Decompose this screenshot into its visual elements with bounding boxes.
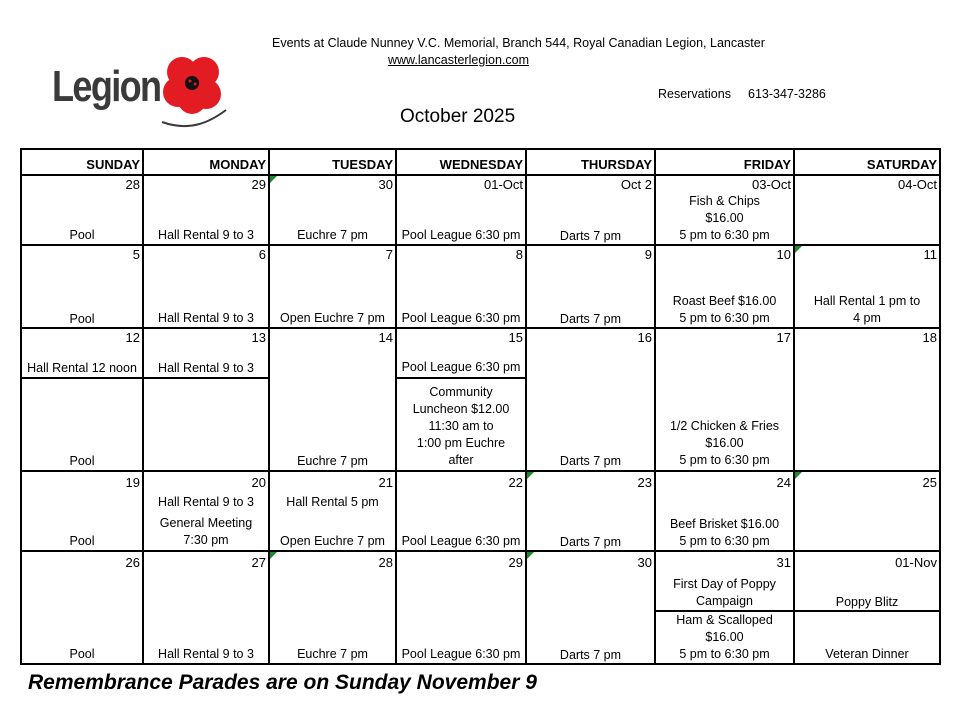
event-line: $16.00	[705, 630, 744, 644]
date-number: 8	[515, 247, 523, 262]
date-number: 29	[508, 555, 523, 570]
event-label: Darts 7 pm	[559, 648, 622, 662]
website-link[interactable]: www.lancasterlegion.com	[388, 53, 530, 67]
event-label: Darts 7 pm	[559, 312, 622, 326]
event-line: Fish & Chips	[689, 194, 760, 208]
date-number: 04-Oct	[897, 177, 937, 192]
event-label: Euchre 7 pm	[297, 647, 368, 661]
date-number: 15	[508, 330, 523, 345]
date-number: 21	[378, 475, 393, 490]
date-number: 01-Nov	[895, 555, 937, 570]
event-block	[656, 418, 793, 469]
event-line: 5 pm to 6:30 pm	[679, 228, 770, 242]
event-line: 5 pm to 6:30 pm	[679, 453, 770, 467]
event-label: Darts 7 pm	[559, 454, 622, 468]
header-tuesday: TUESDAY	[332, 157, 393, 172]
event-block	[144, 494, 268, 549]
event-label: Euchre 7 pm	[297, 228, 368, 242]
event-line: after	[448, 453, 474, 467]
date-number: 03-Oct	[751, 177, 791, 192]
logo-wordmark: Legion	[52, 62, 161, 111]
event-label: Darts 7 pm	[559, 229, 622, 243]
header-sunday: SUNDAY	[86, 157, 140, 172]
event-label: Pool League 6:30 pm	[401, 647, 521, 661]
event-line: 7:30 pm	[183, 533, 229, 547]
date-number: 18	[922, 330, 937, 345]
event-line: Luncheon $12.00	[412, 402, 510, 416]
event-line: Beef Brisket $16.00	[669, 517, 780, 531]
event-line: 1:00 pm Euchre	[416, 436, 506, 450]
date-number: 28	[125, 177, 140, 192]
date-number: Oct 2	[620, 177, 652, 192]
calendar-grid	[20, 148, 941, 665]
event-block	[397, 384, 525, 469]
event-label: Pool	[69, 312, 95, 326]
event-block	[656, 516, 793, 550]
event-label: Hall Rental 5 pm	[286, 495, 379, 509]
date-number: 23	[637, 475, 652, 490]
date-number: 10	[776, 247, 791, 262]
event-line: 11:30 am to	[428, 419, 494, 433]
poppy-icon	[160, 52, 228, 130]
event-line: Roast Beef $16.00	[672, 294, 777, 308]
legion-logo	[52, 52, 227, 132]
event-block	[656, 193, 793, 244]
event-block	[656, 612, 793, 663]
date-number: 11	[923, 247, 937, 262]
event-label: Pool	[69, 454, 95, 468]
reservations-label: Reservations	[658, 87, 731, 101]
event-label: Pool League 6:30 pm	[401, 534, 521, 548]
date-number: 20	[251, 475, 266, 490]
event-label: Poppy Blitz	[835, 595, 899, 609]
event-line: Hall Rental 9 to 3	[158, 495, 254, 509]
event-label: Hall Rental 9 to 3	[158, 361, 254, 375]
header-saturday: SATURDAY	[866, 157, 937, 172]
date-number: 01-Oct	[483, 177, 523, 192]
event-label: Darts 7 pm	[559, 535, 622, 549]
date-number: 29	[251, 177, 266, 192]
date-number: 26	[125, 555, 140, 570]
date-number: 16	[637, 330, 652, 345]
date-number: 30	[378, 177, 393, 192]
date-number: 31	[776, 555, 791, 570]
event-label: Open Euchre 7 pm	[280, 534, 385, 548]
event-line: Campaign	[696, 594, 753, 608]
date-number: 14	[378, 330, 393, 345]
date-number: 27	[251, 555, 266, 570]
date-number: 12	[125, 330, 140, 345]
event-label: Veteran Dinner	[825, 647, 909, 661]
date-number: 17	[776, 330, 791, 345]
header-thursday: THURSDAY	[580, 157, 652, 172]
footer-note: Remembrance Parades are on Sunday November 9	[28, 671, 537, 694]
date-number: 22	[508, 475, 523, 490]
event-label: Pool	[69, 534, 95, 548]
event-line: 5 pm to 6:30 pm	[679, 647, 770, 661]
header-wednesday: WEDNESDAY	[439, 157, 523, 172]
event-block	[795, 293, 939, 327]
event-line: 1/2 Chicken & Fries	[669, 419, 780, 433]
event-line: First Day of Poppy	[673, 577, 776, 591]
event-line: $16.00	[705, 211, 744, 225]
event-label: Open Euchre 7 pm	[280, 311, 385, 325]
event-line: $16.00	[705, 436, 744, 450]
event-label: Hall Rental 9 to 3	[158, 311, 254, 325]
month-title: October 2025	[400, 106, 516, 127]
date-number: 28	[378, 555, 393, 570]
date-number: 5	[132, 247, 140, 262]
event-label: Pool	[69, 228, 95, 242]
date-number: 30	[637, 555, 652, 570]
event-line: Ham & Scalloped	[676, 613, 773, 627]
event-line: 5 pm to 6:30 pm	[679, 311, 770, 325]
event-block	[656, 576, 793, 610]
event-line: Community	[429, 385, 493, 399]
date-number: 6	[258, 247, 266, 262]
event-label: Euchre 7 pm	[297, 454, 368, 468]
event-line: 4 pm	[853, 311, 881, 325]
header-monday: MONDAY	[209, 157, 266, 172]
date-number: 24	[776, 475, 791, 490]
event-label: Pool League 6:30 pm	[401, 311, 521, 325]
event-label: Hall Rental 9 to 3	[158, 228, 254, 242]
event-label: Pool League 6:30 pm	[401, 360, 521, 374]
event-label: Hall Rental 9 to 3	[158, 647, 254, 661]
event-block	[656, 293, 793, 327]
header-friday: FRIDAY	[743, 157, 791, 172]
event-label: Pool League 6:30 pm	[401, 228, 521, 242]
event-line: 5 pm to 6:30 pm	[679, 534, 770, 548]
event-line: General Meeting	[159, 516, 253, 530]
date-number: 13	[251, 330, 266, 345]
header-title: Events at Claude Nunney V.C. Memorial, Branch 544, Royal Canadian Legion, Lancaster	[272, 36, 765, 50]
event-label: Pool	[69, 647, 95, 661]
date-number: 9	[644, 247, 652, 262]
date-number: 25	[922, 475, 937, 490]
event-line: Hall Rental 1 pm to	[813, 294, 921, 308]
date-number: 7	[385, 247, 393, 262]
reservations-phone: 613-347-3286	[748, 87, 826, 101]
event-label: Hall Rental 12 noon	[27, 361, 137, 375]
date-number: 19	[125, 475, 140, 490]
